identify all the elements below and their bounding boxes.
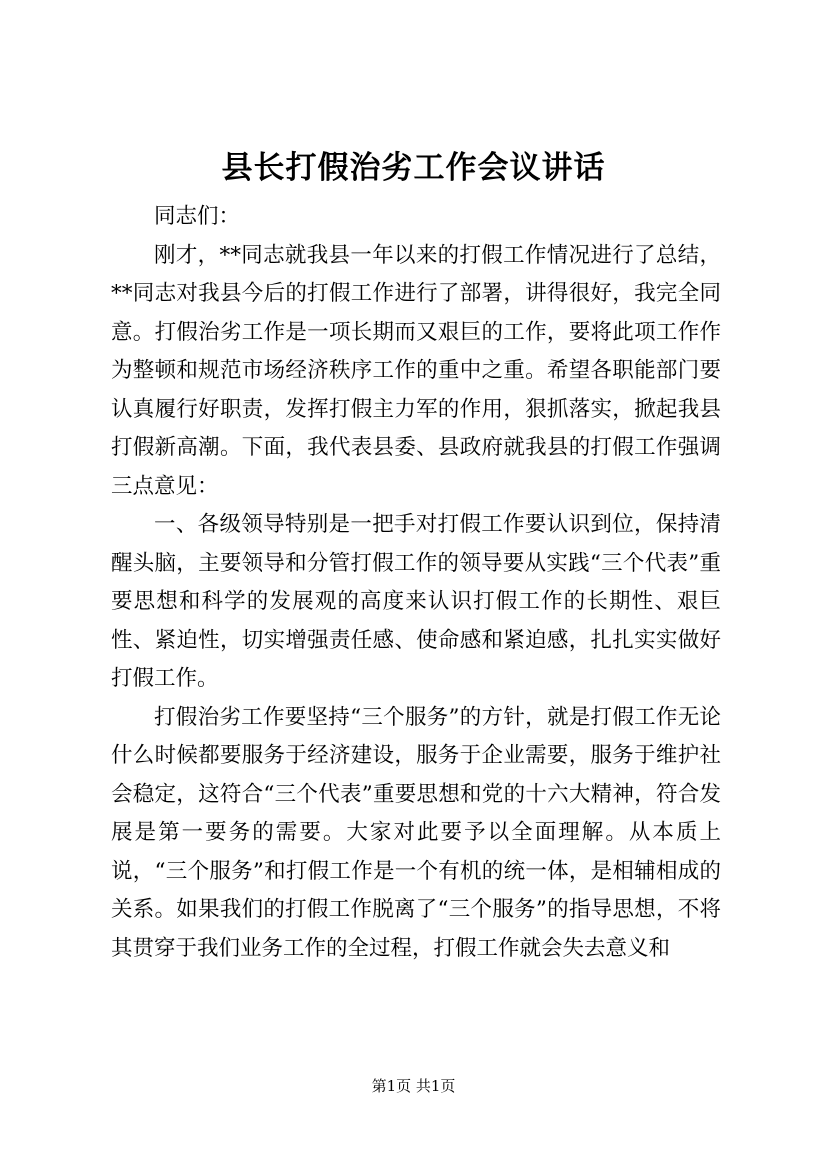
greeting: 同志们： <box>154 204 241 229</box>
paragraph-3: 打假治劣工作要坚持“三个服务”的方针，就是打假工作无论什么时候都要服务于经济建设，服务于企业需要，服务于维护社会稳定，这符合“三个代表”重要思想和党的十六大精神，符合发展是第一要务的需要。大家对此要予以全面理解。从本质上说，“三个服务”和打假工作是一个有机的统一体，是相辅相成的关系。如果我们的打假工作脱离了“三个服务”的指导思想，不将其贯穿于我们业务工作的全过程，打假工作就会失去意义和 <box>111 704 721 961</box>
document-body <box>111 198 721 968</box>
document-title: 县长打假治劣工作会议讲话 <box>221 150 606 186</box>
paragraph-1: 刚才，**同志就我县一年以来的打假工作情况进行了总结，**同志对我县今后的打假工作进行了部署，讲得很好，我完全同意。打假治劣工作是一项长期而又艰巨的工作，要将此项工作作为整顿和规范市场经济秩序工作的重中之重。希望各职能部门要认真履行好职责，发挥打假主力军的作用，狠抓落实，掀起我县打假新高潮。下面，我代表县委、县政府就我县的打假工作强调三点意见： <box>111 242 721 499</box>
page-number-footer: 第1页 共1页 <box>371 1077 456 1095</box>
paragraph-2: 一、各级领导特别是一把手对打假工作要认识到位，保持清醒头脑，主要领导和分管打假工作的领导要从实践“三个代表”重要思想和科学的发展观的高度来认识打假工作的长期性、艰巨性、紧迫性，切实增强责任感、使命感和紧迫感，扎扎实实做好打假工作。 <box>111 512 721 691</box>
